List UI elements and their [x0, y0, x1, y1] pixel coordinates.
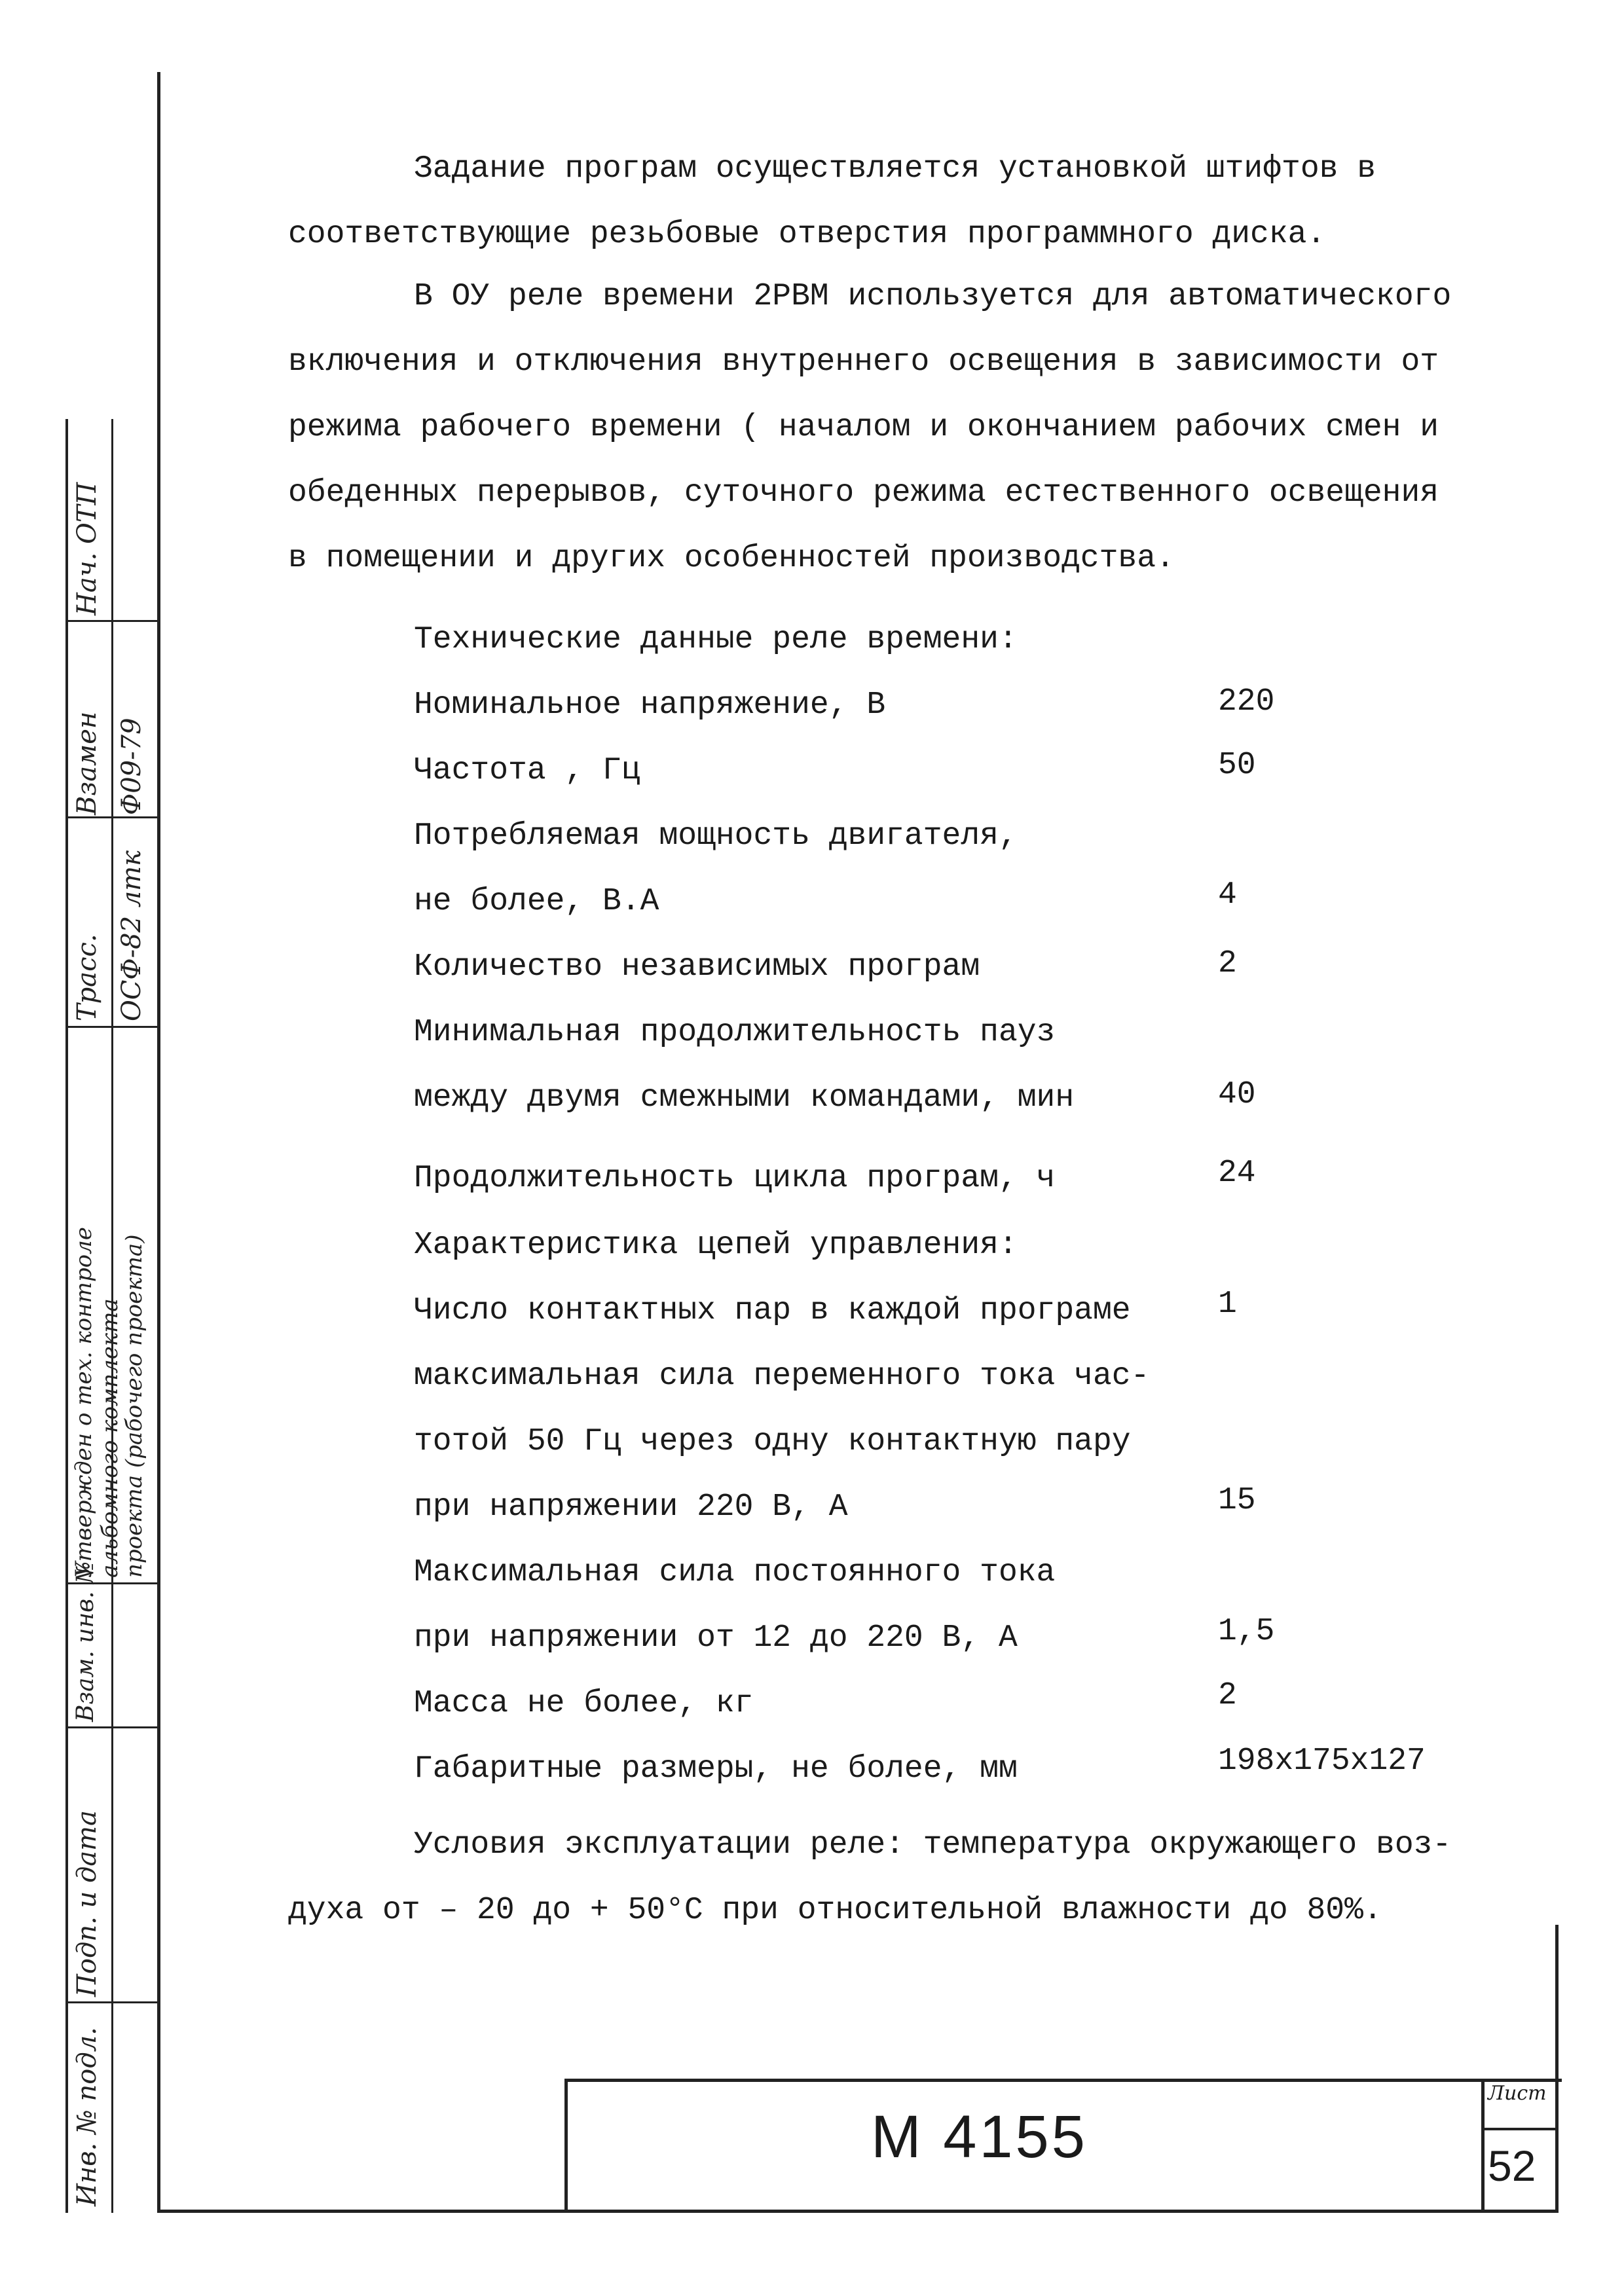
stamp-label-approved: Утвержден о тех. контроле: [71, 1227, 97, 1578]
text-line: режима рабочего времени ( началом и окончанием рабочих смен и: [288, 410, 1439, 445]
text-line: соответствующие резьбовые отверстия программного диска.: [288, 217, 1326, 252]
text-line: включения и отключения внутреннего освещения в зависимости от: [288, 344, 1439, 380]
stamp-label-f09-79: Ф09-79: [117, 718, 147, 815]
spec-label: Габаритные размеры, не более, мм: [414, 1751, 1018, 1787]
spec-label: Продолжительность цикла програм, ч: [414, 1161, 1056, 1196]
spec-label: Максимальная сила постоянного тока: [414, 1555, 1056, 1590]
stamp-label-head-otp: Нач. ОТП: [72, 482, 102, 615]
spec-value: 4: [1218, 877, 1237, 913]
document-code: М 4155: [871, 2104, 1088, 2170]
spec-value: 50: [1218, 748, 1256, 783]
spec-label: Минимальная продолжительность пауз: [414, 1015, 1056, 1050]
stamp-label-replace-inv: Взам. инв. №: [72, 1561, 99, 1722]
spec-value: 1: [1218, 1286, 1237, 1322]
stamp-label-sign-date: Подп. и дата: [72, 1810, 102, 1997]
spec-label: Частота , Гц: [414, 753, 640, 788]
spec-label: Номинальное напряжение, В: [414, 687, 886, 723]
spec-label: Масса не более, кг: [414, 1686, 754, 1721]
specs-heading: Технические данные реле времени:: [414, 622, 1018, 657]
sheet-divider: [1481, 2128, 1559, 2130]
spec-value: 24: [1218, 1156, 1256, 1191]
stamp-label-album: альбомного комплекта: [97, 1298, 123, 1578]
text-line: духа от – 20 до + 50°С при относительной влажности до 80%.: [288, 1893, 1382, 1928]
spec-label: тотой 50 Гц через одну контактную пару: [414, 1424, 1131, 1459]
stamp-label-replace: Взамен: [72, 711, 102, 815]
spec-label: Потребляемая мощность двигателя,: [414, 818, 1018, 854]
spec-label: между двумя смежными командами, мин: [414, 1080, 1075, 1116]
spec-label: Количество независимых програм: [414, 949, 980, 985]
spec-value: 40: [1218, 1077, 1256, 1112]
text-line: в помещении и других особенностей производства.: [288, 541, 1175, 576]
spec-value: 15: [1218, 1483, 1256, 1518]
spec-label: при напряжении 220 В, А: [414, 1489, 848, 1525]
spec-value: 198х175х127: [1218, 1743, 1426, 1779]
stamp-label-project: проекта (рабочего проекта): [121, 1234, 147, 1578]
spec-value: 1,5: [1218, 1614, 1275, 1649]
spec-label: Характеристика цепей управления:: [414, 1228, 1018, 1263]
spec-value: 2: [1218, 1678, 1237, 1713]
spec-label: при напряжении от 12 до 220 В, А: [414, 1620, 1018, 1656]
spec-value: 220: [1218, 684, 1275, 720]
text-line: Задание програм осуществляется установкой штифтов в: [414, 151, 1376, 187]
spec-value: 2: [1218, 946, 1237, 981]
stamp-label-inv-original: Инв. № подл.: [72, 2027, 102, 2206]
sheet-number: 52: [1488, 2141, 1536, 2190]
sheet-label: Лист: [1488, 2082, 1547, 2105]
text-line: обеденных перерывов, суточного режима естественного освещения: [288, 475, 1439, 511]
spec-label: максимальная сила переменного тока час-: [414, 1358, 1150, 1394]
stamp-label-osf: ОСФ-82 лтк: [117, 850, 147, 1021]
spec-label: Число контактных пар в каждой програме: [414, 1293, 1131, 1328]
spec-label: не более, В.А: [414, 884, 659, 919]
text-line: Условия эксплуатации реле: температура окружающего воз-: [414, 1827, 1452, 1863]
text-line: В ОУ реле времени 2РВМ используется для автоматического: [414, 279, 1452, 314]
stamp-label-trace: Трасс.: [72, 934, 102, 1021]
